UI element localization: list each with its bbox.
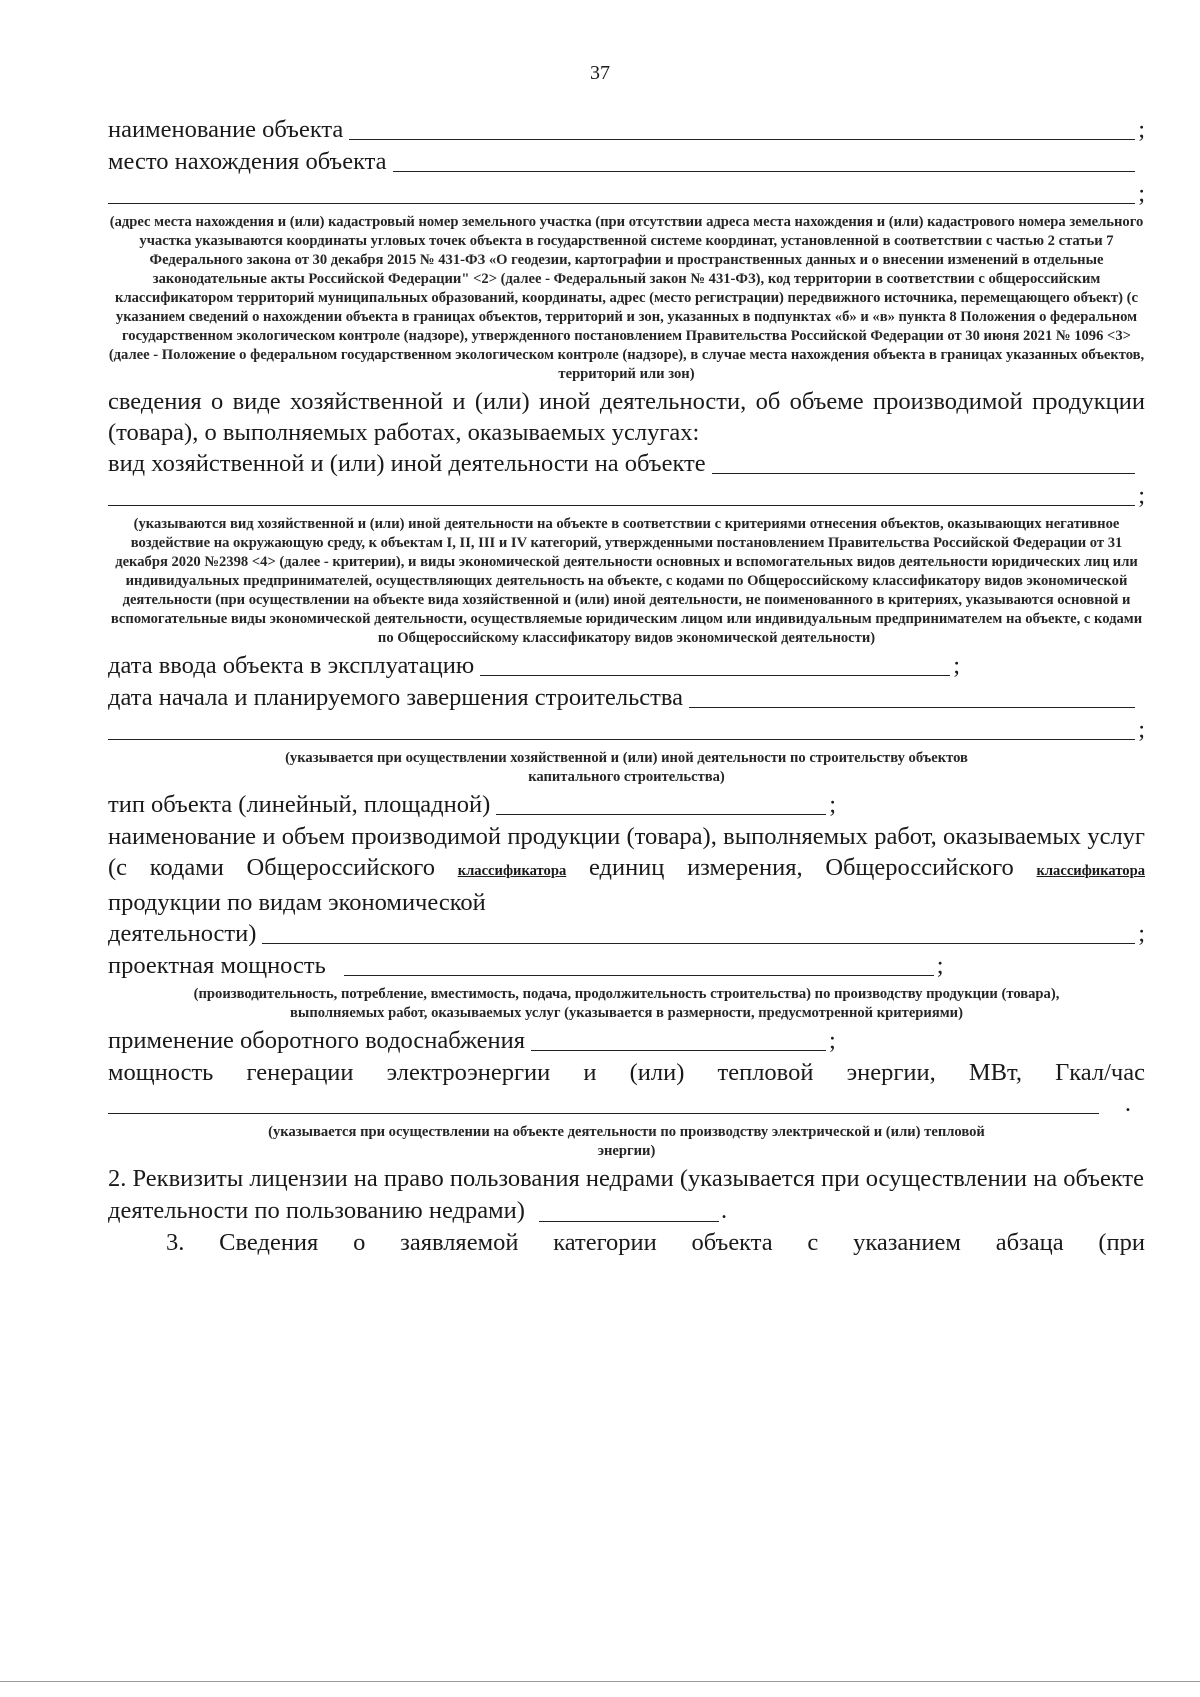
field-water-supply bbox=[108, 1025, 1145, 1057]
object-location-line-2[interactable] bbox=[108, 180, 1135, 204]
page-number: 37 bbox=[590, 62, 610, 84]
field-object-location bbox=[108, 146, 1145, 178]
water-supply-line[interactable] bbox=[531, 1027, 826, 1051]
field-object-name bbox=[108, 114, 1145, 146]
page-bottom-rule bbox=[0, 1681, 1200, 1682]
field-construction-dates-cont bbox=[108, 714, 1145, 746]
design-capacity-line[interactable] bbox=[344, 952, 934, 976]
field-products bbox=[108, 918, 1145, 950]
note-construction: (указывается при осуществлении хозяйственной и (или) иной деятельности по строительству объектов капитального строительства) bbox=[285, 750, 968, 785]
note-address: (адрес места нахождения и (или) кадастровый номер земельного участка (при отсутствии адреса места нахождения и (или) кадастрового номера земельного участка указываются координаты угловых точек объекта в государственной системе координат, установленной в соответствии с частью 2 статьи 7 Федерального закона от 30 декабря 2015 № 431-ФЗ «О геодезии, картографии и пространственных данных и о внесении изменений в отдельные законодательные акты Российской Федерации" <2> (далее - Федеральный закон № 431-ФЗ), код территории в соответствии с общероссийским классификатором территорий муниципальных образований, координаты, адрес (место регистрации) передвижного источника, перемещающего объект) (с указанием сведений о нахождении объекта в границах объектов, территорий и зон, указанных в подпунктах «б» и «в» пункта 8 Положения о федеральном государственном экологическом контроле (надзоре), утвержденного постановлением Правительства Российской Федерации от 30 июня 2021 № 1096 <3> (далее - Положение о федеральном государственном экологическом контроле (надзоре), в случае места нахождения объекта в границах указанных объектов, территорий или зон) bbox=[108, 214, 1145, 382]
water-supply-label: применение оборотного водоснабжения bbox=[108, 1027, 526, 1054]
semicolon: ; bbox=[1138, 180, 1145, 207]
note-activity: (указываются вид хозяйственной и (или) иной деятельности на объекте в соответствии с критериями отнесения объектов, оказывающих негативное воздействие на окружающую среду, к объектам I, II, III и IV категорий, утвержденными постановлением Правительства Российской Федерации от 31 декабря 2020 №2398 <4> (далее - критерии), и виды экономической деятельности основных и вспомогательных видов деятельности юридических лиц или индивидуальных предпринимателей, осуществляющих деятельность на объекте, с кодами по Общероссийскому классификатору видов экономической деятельности (при осуществлении на объекте вида хозяйственной и (или) иной деятельности, не поименованного в критериях, указываются основной и вспомогательные виды экономической деятельности, осуществляемые юридическим лицом или индивидуальным предпринимателем на объекте, с кодами по Общероссийскому классификатору видов экономической деятельности) bbox=[110, 516, 1143, 646]
note-generation: (указывается при осуществлении на объекте деятельности по производству электрической и (или) тепловой энергии) bbox=[268, 1124, 985, 1159]
field-object-type bbox=[108, 789, 1145, 821]
field-activity-type bbox=[108, 448, 1145, 480]
field-generation-capacity bbox=[108, 1088, 1145, 1120]
activity-type-line-2[interactable] bbox=[108, 482, 1135, 506]
semicolon: ; bbox=[1138, 116, 1145, 143]
generation-capacity-label: мощность генерации электроэнергии и (или) тепловой энергии, МВт, Гкал/час bbox=[108, 1059, 1145, 1086]
form-content bbox=[108, 114, 1145, 1258]
field-commission-date bbox=[108, 650, 1145, 682]
generation-capacity-line[interactable] bbox=[108, 1090, 1099, 1114]
object-name-line[interactable] bbox=[349, 116, 1135, 140]
products-classifier-ref-1[interactable]: классификатора bbox=[457, 863, 567, 879]
products-text-4: деятельности) bbox=[108, 920, 257, 947]
semicolon: ; bbox=[829, 791, 837, 818]
commission-date-label: дата ввода объекта в эксплуатацию bbox=[108, 652, 475, 679]
period: . bbox=[721, 1197, 728, 1224]
activity-type-line[interactable] bbox=[712, 450, 1136, 474]
object-type-line[interactable] bbox=[496, 791, 826, 815]
products-text-1: наименование и объем производимой продукции (товара), выполняемых работ, оказываемых услуг (с кодами Общероссийского bbox=[108, 823, 1145, 881]
object-location-label: место нахождения объекта bbox=[108, 148, 387, 175]
construction-dates-line[interactable] bbox=[689, 684, 1135, 708]
semicolon: ; bbox=[936, 952, 944, 979]
item-3: 3. Сведения о заявляемой категории объекта с указанием абзаца (при bbox=[166, 1229, 1145, 1256]
item-2 bbox=[108, 1163, 1145, 1227]
products-text-3: продукции по видам экономической bbox=[108, 889, 486, 916]
field-construction-dates bbox=[108, 682, 1145, 714]
construction-dates-line-2[interactable] bbox=[108, 716, 1135, 740]
field-activity-type-cont bbox=[108, 480, 1145, 512]
object-location-line[interactable] bbox=[393, 148, 1136, 172]
products-text-2: единиц измерения, Общероссийского bbox=[588, 854, 1014, 881]
semicolon: ; bbox=[1138, 482, 1145, 509]
activity-heading: сведения о виде хозяйственной и (или) иной деятельности, об объеме производимой продукции (товара), о выполняемых работах, оказываемых услугах: bbox=[108, 388, 1145, 446]
commission-date-line[interactable] bbox=[480, 652, 950, 676]
object-name-label: наименование объекта bbox=[108, 116, 344, 143]
field-design-capacity bbox=[108, 950, 1145, 982]
construction-dates-label: дата начала и планируемого завершения строительства bbox=[108, 684, 683, 711]
semicolon: ; bbox=[829, 1027, 836, 1054]
semicolon: ; bbox=[1138, 920, 1145, 947]
item-2-text: 2. Реквизиты лицензии на право пользования недрами (указывается при осуществлении на объекте деятельности по пользованию недрами) bbox=[108, 1165, 1145, 1224]
field-object-location-cont bbox=[108, 178, 1145, 210]
semicolon: ; bbox=[953, 652, 961, 679]
period: . bbox=[1124, 1090, 1131, 1117]
note-capacity: (производительность, потребление, вместимость, подача, продолжительность строительства) по производству продукции (товара), выполняемых работ, оказываемых услуг (указывается в размерности, предусмотренной критериями) bbox=[193, 986, 1060, 1021]
license-line[interactable] bbox=[539, 1198, 719, 1222]
semicolon: ; bbox=[1138, 716, 1145, 743]
design-capacity-label: проектная мощность bbox=[108, 952, 326, 979]
object-type-label: тип объекта (линейный, площадной) bbox=[108, 791, 491, 818]
products-classifier-ref-2[interactable]: классификатора bbox=[1036, 863, 1146, 879]
activity-type-label: вид хозяйственной и (или) иной деятельности на объекте bbox=[108, 450, 706, 477]
products-line[interactable] bbox=[262, 920, 1135, 944]
products-paragraph bbox=[108, 821, 1145, 918]
